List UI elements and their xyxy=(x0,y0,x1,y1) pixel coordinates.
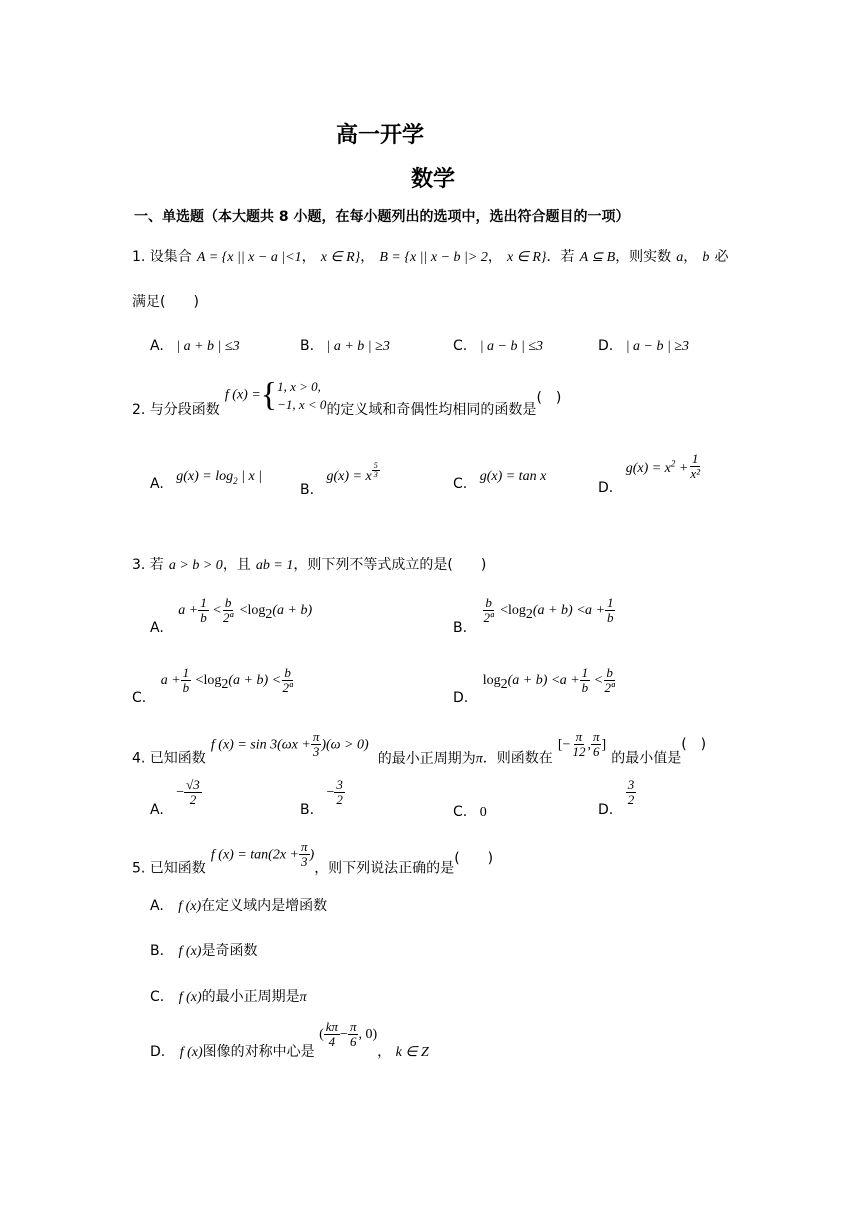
q4-option-c xyxy=(453,804,487,821)
q1-subset: A ⊆ B xyxy=(579,250,616,265)
q3-option-c: C. a + $\frac{1}{b}$ $<\log_2(a + b)$ < $\frac{b}{\text{2ª}}$ xyxy=(132,665,293,707)
fx: f (x) xyxy=(178,899,202,914)
frac: $\frac{\pi}{6}$ xyxy=(349,1019,357,1049)
expr: a + xyxy=(178,603,199,619)
option-label: A. xyxy=(150,620,164,637)
option-text: 是奇函数 xyxy=(201,943,258,959)
answer-paren: ( ) xyxy=(454,850,494,867)
option-label: A. xyxy=(150,476,164,492)
option-label: D. xyxy=(598,480,614,497)
q1-text: 必 xyxy=(714,249,729,265)
q1-sep: ， xyxy=(301,249,316,265)
q4-option-a: A. − $\frac{√3}{2}$ xyxy=(150,777,200,819)
q3-text: ，且 xyxy=(222,557,251,573)
q1-set-a: A = {x || x − a |<1 xyxy=(196,250,302,265)
q1-cond-b: x ∈ R} xyxy=(506,250,547,265)
frac: $\frac{\pi}{3}$ xyxy=(301,839,308,869)
q3-option-d: D. $\log_2(a + b) <a$ + $\frac{1}{b}$ < $\frac{b}{\text{2ª}}$ xyxy=(453,665,615,707)
q3-cond2: ab = 1 xyxy=(255,558,294,573)
answer-paren: ( ) xyxy=(681,736,707,753)
question-2-stem xyxy=(132,378,561,419)
option-label: B. xyxy=(150,943,165,959)
frac: $\frac{\pi}{3}$ xyxy=(312,729,320,759)
question-3-stem xyxy=(132,554,486,574)
option-label: D. xyxy=(598,802,614,819)
piecewise-cases xyxy=(277,378,326,413)
q4-text: 的最小正周期为 xyxy=(377,750,476,767)
q1-option-c xyxy=(453,338,543,355)
option-label: A. xyxy=(150,898,164,914)
option-label: B. xyxy=(453,620,468,637)
option-expr: 0 xyxy=(479,805,487,820)
option-label: C. xyxy=(150,989,165,1005)
q3-option-b: B. $\frac{b}{\text{2ª}}$ $<\log_2(a + b) <a$ + $\frac{1}{b}$ xyxy=(453,595,614,637)
q3-cond1: a > b > 0 xyxy=(168,558,223,573)
q1-sep: ， xyxy=(487,249,502,265)
option-label: D. xyxy=(150,1044,166,1061)
frac: $\frac{3}{2}$ xyxy=(336,777,343,807)
q5-option-d: D. f (x)图像的对称中心是 ( $\frac{k\pi}{4}$ − $\frac{\pi}{6}$ , 0)， k ∈ Z xyxy=(150,1019,429,1061)
answer-paren: ( ) xyxy=(447,557,487,573)
q1-text: ．若 xyxy=(546,249,575,265)
answer-paren: ( ) xyxy=(536,390,562,407)
option-expr: g(x) = tan x xyxy=(479,469,547,484)
answer-paren: ( ) xyxy=(160,294,199,310)
q3-text: ，则下列不等式成立的是 xyxy=(293,557,448,573)
option-label: D. xyxy=(453,690,469,707)
frac: $\frac{1}{b}$ xyxy=(182,665,190,695)
option-label: B. xyxy=(300,802,315,819)
q1-sep: ， xyxy=(683,249,698,265)
q1-var-a: a xyxy=(676,250,684,265)
frac: $\frac{1}{b}$ xyxy=(606,595,614,625)
section-heading: 一、单选题（本大题共 8 小题，在每小题列出的选项中，选出符合题目的一项） xyxy=(134,209,630,225)
q1-text: 1. 设集合 xyxy=(132,249,192,265)
option-expr: $g(x) = \log_2$ | x | xyxy=(176,469,263,486)
q5-option-c: C. f (x)的最小正周期是π xyxy=(150,989,307,1005)
q2-text: 2. 与分段函数 xyxy=(132,402,220,419)
option-label: C. xyxy=(453,476,468,492)
option-expr: | a + b | ≤3 xyxy=(176,339,240,354)
q4-option-b: B. − $\frac{3}{2}$ xyxy=(300,777,343,819)
page-title: 高一开学 xyxy=(336,123,425,148)
frac: $\frac{√3}{2}$ xyxy=(186,777,200,807)
q5-text: 5. 已知函数 xyxy=(132,860,206,877)
q1-var-b: b xyxy=(702,250,710,265)
fx: f (x) xyxy=(178,944,202,959)
q3-option-a: A. a + $\frac{1}{b}$ < $\frac{b}{\text{2ª}}$ $<\log_2(a + b)$ xyxy=(150,595,313,637)
q5-text: ，则下列说法正确的是 xyxy=(314,860,455,877)
option-frac: $\frac{1}{\text{x²}}$ xyxy=(690,451,701,481)
q2-option-d xyxy=(598,452,702,496)
option-expr: | a − b | ≤3 xyxy=(479,339,544,354)
q4-option-d xyxy=(598,778,636,818)
q1-option-d xyxy=(598,338,689,355)
q3-text: 3. 若 xyxy=(132,557,164,573)
question-5-stem: 5. 已知函数 f (x) = tan(2x + $\frac{\pi}{3}$ )，则下列说法正确的是( ) xyxy=(132,839,494,877)
option-label: B. xyxy=(300,482,315,498)
q2-option-a xyxy=(150,468,262,492)
frac: $\frac{k\pi}{4}$ xyxy=(325,1019,339,1049)
option-text: 图像的对称中心是 xyxy=(202,1044,315,1061)
q1-option-b xyxy=(300,338,390,355)
case-1: 1, x > 0, xyxy=(277,379,321,394)
option-text: 的最小正周期是 xyxy=(201,989,300,1005)
q1-cond-a: x ∈ R} xyxy=(320,250,361,265)
frac: $\frac{b}{\text{2ª}}$ xyxy=(282,665,293,695)
q4-text: 的最小值是 xyxy=(611,750,682,767)
frac: $\frac{\pi}{12}$ xyxy=(572,729,586,759)
q1-set-b: B = {x || x − b |> 2 xyxy=(379,250,488,265)
frac: $\frac{b}{\text{2ª}}$ xyxy=(483,595,494,625)
option-text: 在定义域内是增函数 xyxy=(201,898,328,914)
q2-fx: f (x) = xyxy=(224,387,261,403)
option-expr: $g(x) = x^2$ + xyxy=(625,458,689,477)
option-label: D. xyxy=(598,338,614,354)
q1-text: ，则实数 xyxy=(615,249,672,265)
fx: f (x) xyxy=(178,990,202,1005)
exponent-frac: $\frac{5}{3}$ xyxy=(373,461,378,480)
option-label: A. xyxy=(150,802,164,819)
question-4-stem: 4. 已知函数 f (x) = sin 3(ωx + $\frac{\pi}{3}$ )(ω > 0) 的最小正周期为π．则函数在 [− $\frac{\pi}{12}$ , $\frac{\pi}{6}$ ] 的最小值是( ) xyxy=(132,729,707,767)
page-subject: 数学 xyxy=(411,167,456,192)
q4-text: ．则函数在 xyxy=(482,750,553,767)
option-label: B. xyxy=(300,338,315,354)
q1-text: 满足 xyxy=(132,294,160,310)
option-expr: | a − b | ≥3 xyxy=(625,339,690,354)
q2-option-b xyxy=(300,462,380,498)
frac: $\frac{1}{b}$ xyxy=(200,595,207,625)
case-2: −1, x < 0 xyxy=(277,396,327,412)
q5-option-a xyxy=(150,895,327,915)
frac: $\frac{b}{\text{2ª}}$ xyxy=(223,595,234,625)
option-expr: | a + b | ≥3 xyxy=(326,339,390,354)
q1-option-a xyxy=(150,338,240,355)
q5-option-b xyxy=(150,940,257,960)
q4-text: 4. 已知函数 xyxy=(132,750,206,767)
frac: $\frac{1}{b}$ xyxy=(581,665,589,695)
question-1-stem-cont xyxy=(132,291,199,311)
option-label: C. xyxy=(132,690,147,707)
frac: $\frac{3}{2}$ xyxy=(627,777,635,807)
option-label: A. xyxy=(150,338,164,354)
q1-sep: ， xyxy=(360,249,375,265)
frac: $\frac{\pi}{6}$ xyxy=(592,729,600,759)
fx: f (x) xyxy=(179,1045,203,1061)
q2-option-c xyxy=(453,468,546,492)
question-1-stem xyxy=(132,246,728,266)
q2-text: 的定义域和奇偶性均相同的函数是 xyxy=(326,402,537,419)
option-label: C. xyxy=(453,804,468,820)
option-label: C. xyxy=(453,338,468,354)
option-expr: g(x) = x $\frac{5}{3}$ xyxy=(326,461,378,484)
piecewise-brace: { xyxy=(260,376,278,414)
q4-fx: f (x) = sin 3(ωx + xyxy=(210,737,311,753)
q5-fx: f (x) = tan(2x + xyxy=(210,847,299,863)
frac: $\frac{b}{\text{2ª}}$ xyxy=(604,665,615,695)
